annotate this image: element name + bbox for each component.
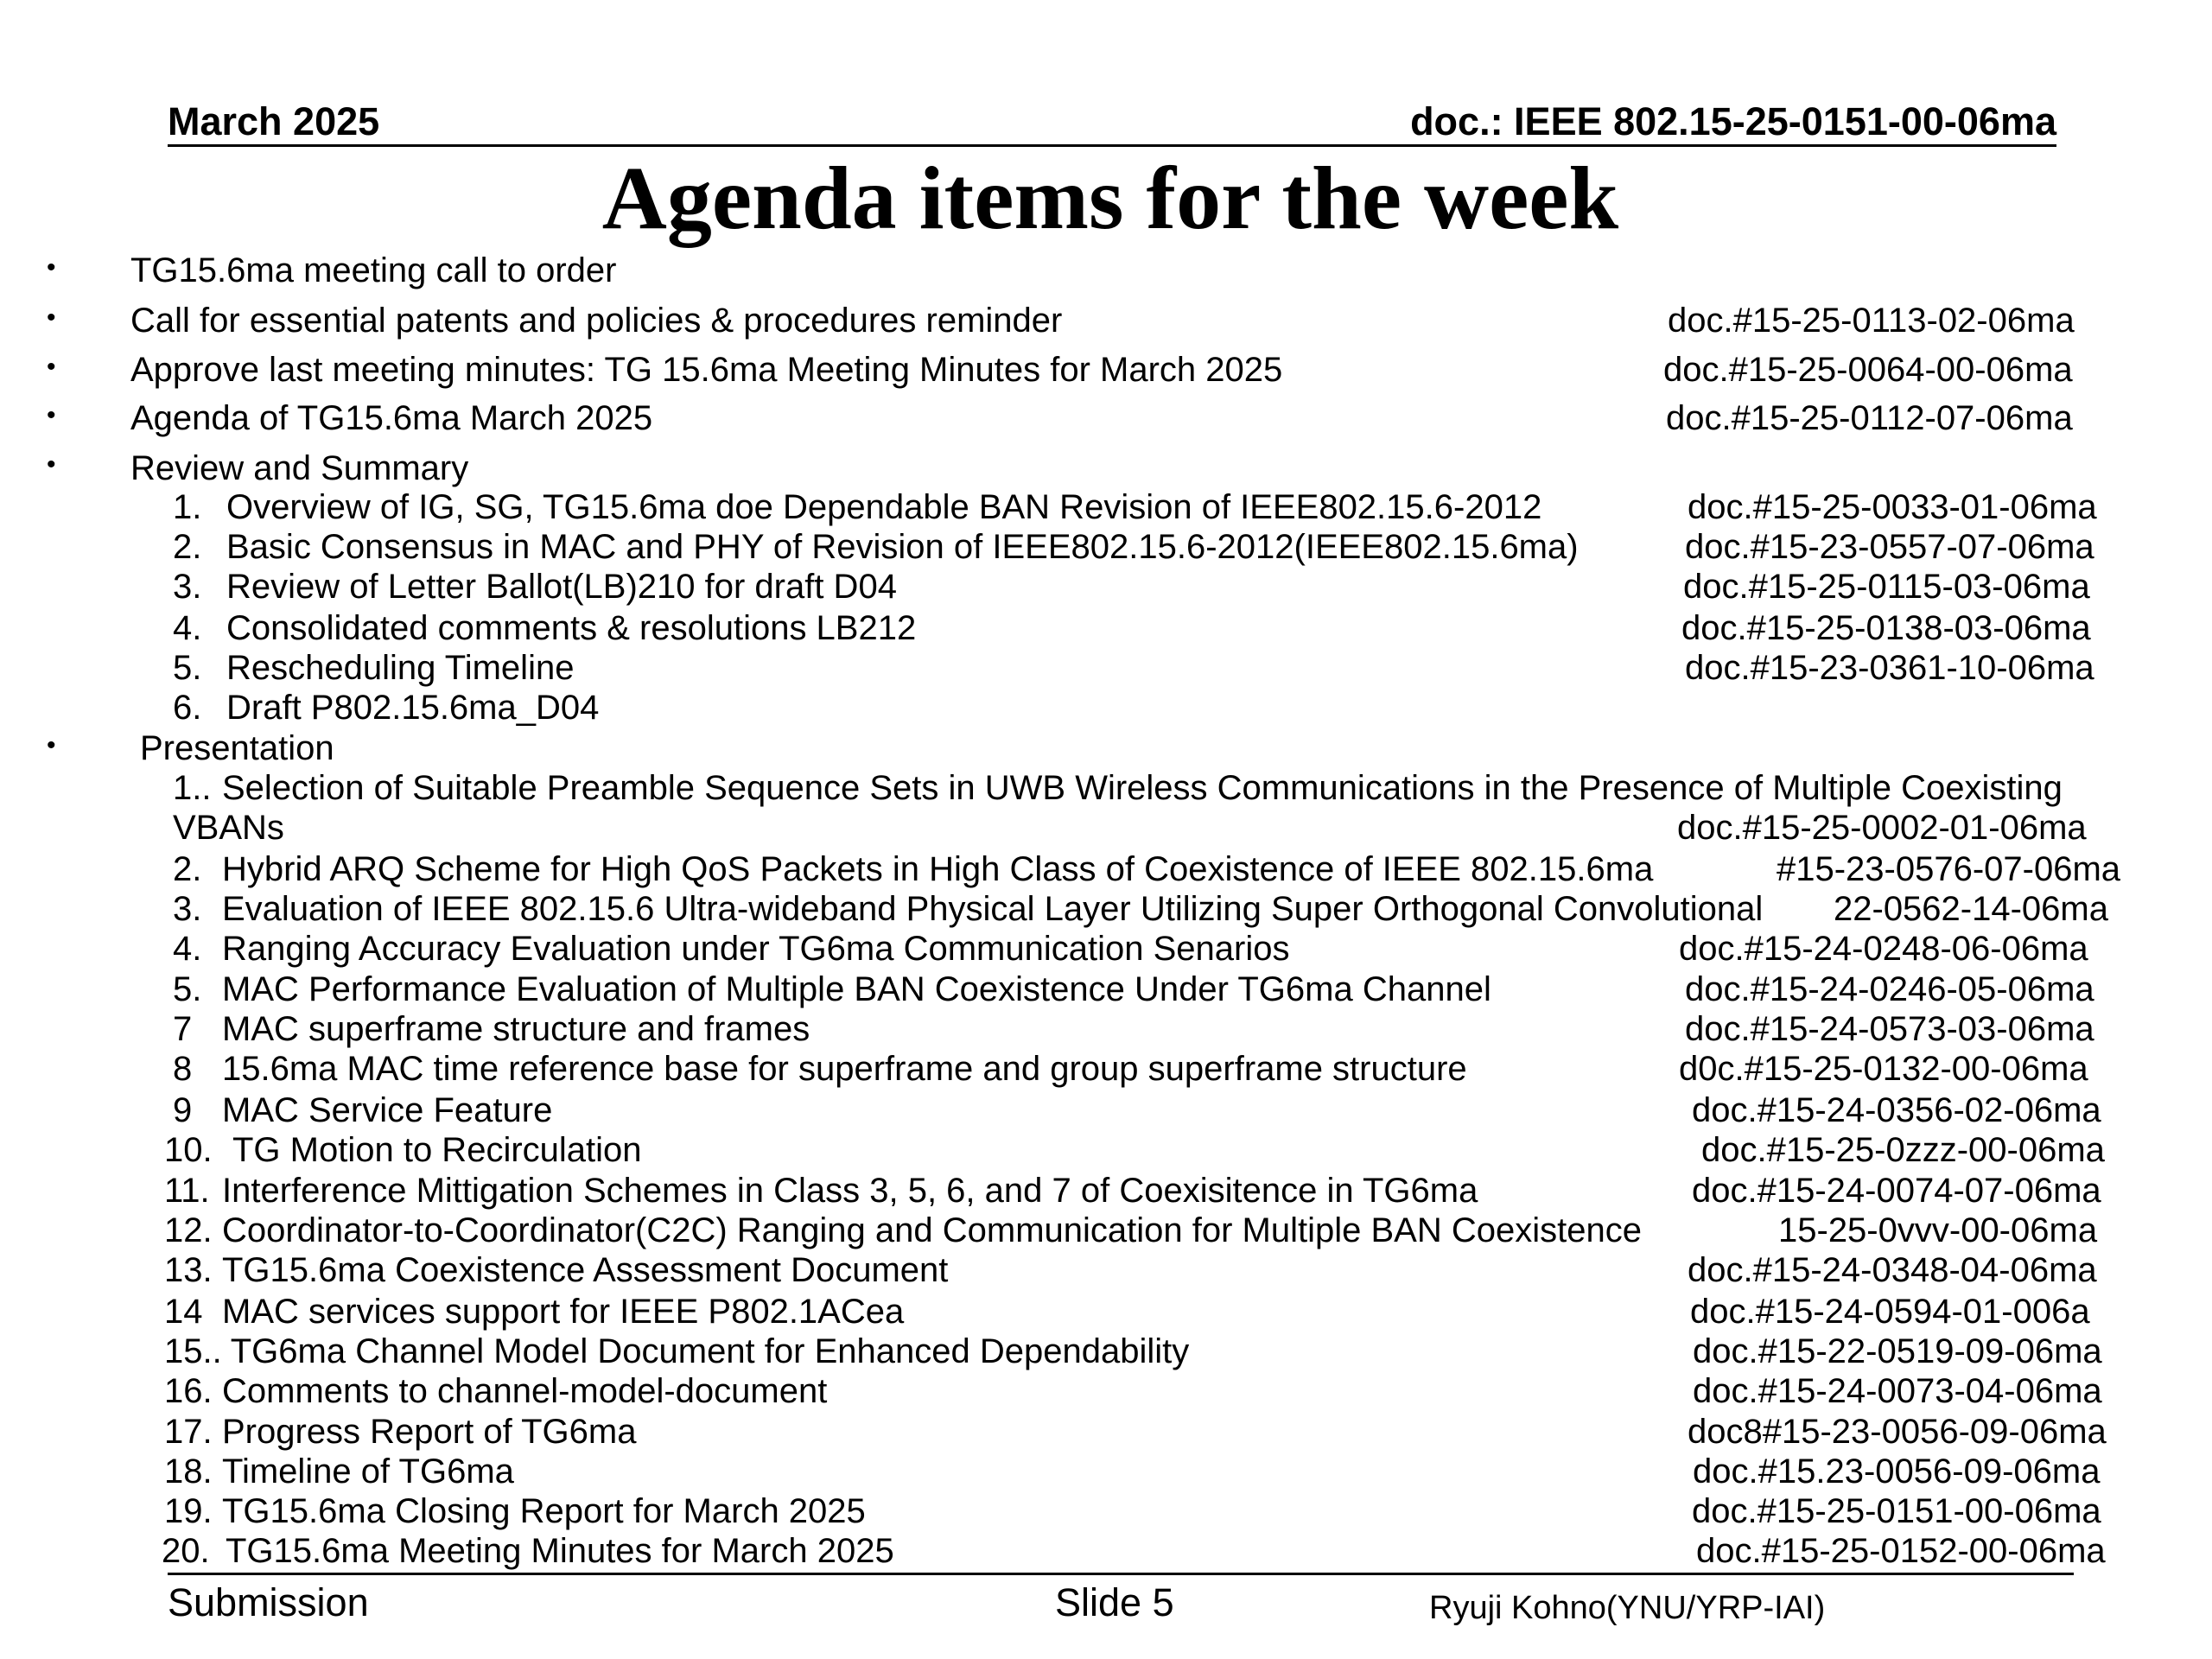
presentation-item-continued-doc: doc.#15-25-0002-01-06ma: [1677, 809, 2087, 847]
presentation-item-doc: doc.#15-24-0073-04-06ma: [1693, 1372, 2102, 1410]
footer-author: Ryuji Kohno(YNU/YRP-IAI): [1429, 1590, 1826, 1626]
presentation-item-row: [164, 1454, 2100, 1489]
review-item-doc: doc.#15-25-0033-01-06ma: [1688, 488, 2097, 526]
presentation-item-number: 10.: [164, 1131, 213, 1169]
presentation-item-continued-row: [173, 810, 2087, 845]
header-doc-id: doc.: IEEE 802.15-25-0151-00-06ma: [1410, 99, 2056, 143]
presentation-item-number: 2.: [173, 850, 202, 888]
header-rule: [168, 144, 2056, 147]
presentation-item-doc: doc.#15-24-0356-02-06ma: [1692, 1091, 2101, 1129]
agenda-item-row: [130, 353, 2073, 387]
review-item-doc: doc.#15-25-0115-03-06ma: [1683, 568, 2090, 606]
agenda-item-text: Agenda of TG15.6ma March 2025: [130, 399, 653, 437]
presentation-item-number: 13.: [164, 1251, 213, 1289]
review-item-row: [173, 651, 2094, 685]
presentation-item-text: Ranging Accuracy Evaluation under TG6ma Communication Senarios: [222, 930, 1290, 968]
presentation-item-text: TG15.6ma Coexistence Assessment Document: [222, 1251, 949, 1289]
review-item-text: Overview of IG, SG, TG15.6ma doe Dependable BAN Revision of IEEE802.15.6-2012: [226, 488, 1542, 526]
bullet-icon: •: [47, 353, 56, 381]
presentation-item-doc: doc.#15-24-0594-01-006a: [1690, 1293, 2090, 1331]
presentation-item-doc: doc.#15-25-0151-00-06ma: [1692, 1492, 2101, 1530]
review-item-text: Basic Consensus in MAC and PHY of Revision of IEEE802.15.6-2012(IEEE802.15.6ma): [226, 528, 1579, 566]
review-item-text: Review of Letter Ballot(LB)210 for draft D04: [226, 568, 897, 606]
presentation-item-doc: doc.#15.23-0056-09-06ma: [1693, 1452, 2101, 1491]
presentation-item-row: [164, 1414, 2107, 1449]
agenda-item-row: [130, 401, 2073, 435]
presentation-item-text: MAC superframe structure and frames: [222, 1010, 810, 1048]
presentation-item-number: 16.: [164, 1372, 213, 1410]
presentation-item-text: Evaluation of IEEE 802.15.6 Ultra-wideband Physical Layer Utilizing Super Orthogonal Convolutional: [222, 890, 1764, 928]
header-date: March 2025: [168, 99, 380, 143]
presentation-item-number: 14: [164, 1293, 203, 1331]
bullet-icon: •: [47, 303, 56, 332]
presentation-item-text: TG15.6ma Meeting Minutes for March 2025: [226, 1532, 894, 1570]
section-heading-review: Review and Summary: [130, 449, 469, 487]
review-item-number: 1.: [173, 488, 202, 526]
presentation-item-number: 3.: [173, 890, 202, 928]
bullet-icon: •: [47, 450, 56, 479]
presentation-item-doc: 15-25-0vvv-00-06ma: [1778, 1211, 2098, 1249]
review-item-text: Rescheduling Timeline: [226, 649, 575, 687]
presentation-item-text: Coordinator-to-Coordinator(C2C) Ranging and Communication for Multiple BAN Coexistence: [222, 1211, 1642, 1249]
review-item-text: Consolidated comments & resolutions LB212: [226, 609, 917, 647]
presentation-item-number: 7: [173, 1010, 193, 1048]
presentation-item-text: TG Motion to Recirculation: [232, 1131, 642, 1169]
agenda-item-text: TG15.6ma meeting call to order: [130, 251, 617, 289]
presentation-item-number: 12.: [164, 1211, 213, 1249]
agenda-item-doc: doc.#15-25-0064-00-06ma: [1663, 351, 2073, 389]
slide-title: Agenda items for the week: [601, 149, 1619, 248]
presentation-item-row: [164, 1253, 2097, 1287]
presentation-item-row: [173, 972, 2094, 1007]
agenda-item-text: Approve last meeting minutes: TG 15.6ma Meeting Minutes for March 2025: [130, 351, 1283, 389]
presentation-item-row: [164, 1133, 2105, 1167]
presentation-item-doc: doc.#15-24-0573-03-06ma: [1685, 1010, 2094, 1048]
presentation-item-doc: doc.#15-24-0348-04-06ma: [1688, 1251, 2097, 1289]
section-heading-presentation: Presentation: [140, 729, 334, 767]
footer-submission: Submission: [168, 1580, 369, 1624]
presentation-item-doc: doc.#15-24-0074-07-06ma: [1692, 1172, 2101, 1210]
presentation-item-text: Selection of Suitable Preamble Sequence Sets in UWB Wireless Communications in the Presence of Multiple Coexisting: [222, 769, 2063, 807]
presentation-item-number: 18.: [164, 1452, 213, 1491]
presentation-item-number: 5.: [173, 970, 202, 1008]
presentation-item-number: 9: [173, 1091, 193, 1129]
presentation-item-row: [164, 1494, 2101, 1529]
review-item-row: [173, 490, 2097, 524]
slide-number: Slide 5: [1055, 1580, 1174, 1624]
presentation-item-text: MAC Performance Evaluation of Multiple BAN Coexistence Under TG6ma Channel: [222, 970, 1491, 1008]
presentation-item-doc: doc.#15-25-0zzz-00-06ma: [1701, 1131, 2105, 1169]
presentation-item-text: Timeline of TG6ma: [222, 1452, 514, 1491]
review-item-number: 4.: [173, 609, 202, 647]
presentation-item-doc: doc.#15-24-0248-06-06ma: [1679, 930, 2088, 968]
review-item-number: 5.: [173, 649, 202, 687]
review-item-row: [173, 530, 2094, 564]
presentation-item-text: MAC services support for IEEE P802.1ACea: [222, 1293, 905, 1331]
review-item-row: [173, 690, 599, 725]
review-item-doc: doc.#15-23-0557-07-06ma: [1685, 528, 2094, 566]
presentation-item-text: Progress Report of TG6ma: [222, 1413, 637, 1451]
presentation-item-number: 17.: [164, 1413, 213, 1451]
agenda-item-doc: doc.#15-25-0113-02-06ma: [1668, 302, 2075, 340]
review-item-doc: doc.#15-25-0138-03-06ma: [1681, 609, 2091, 647]
presentation-item-doc: d0c.#15-25-0132-00-06ma: [1679, 1050, 2088, 1088]
presentation-item-row: [162, 1534, 2106, 1568]
presentation-item-row: [164, 1294, 2090, 1329]
agenda-item-row: [130, 303, 2075, 338]
presentation-item-doc: #15-23-0576-07-06ma: [1777, 850, 2121, 888]
presentation-item-text: TG15.6ma Closing Report for March 2025: [222, 1492, 866, 1530]
presentation-item-doc: doc.#15-22-0519-09-06ma: [1693, 1332, 2102, 1370]
agenda-item-text: Call for essential patents and policies & procedures reminder: [130, 302, 1063, 340]
presentation-item-row: [173, 892, 2108, 926]
presentation-item-number: 1..: [173, 769, 212, 807]
presentation-item-row: [164, 1173, 2101, 1208]
presentation-item-text: MAC Service Feature: [222, 1091, 553, 1129]
bullet-icon: •: [47, 731, 56, 760]
presentation-item-doc: doc.#15-25-0152-00-06ma: [1696, 1532, 2106, 1570]
presentation-item-doc: doc8#15-23-0056-09-06ma: [1688, 1413, 2107, 1451]
presentation-item-text: Hybrid ARQ Scheme for High QoS Packets in High Class of Coexistence of IEEE 802.15.6ma: [222, 850, 1654, 888]
presentation-item-text: Comments to channel-model-document: [222, 1372, 828, 1410]
presentation-item-text: Interference Mittigation Schemes in Class 3, 5, 6, and 7 of Coexisitence in TG6ma: [222, 1172, 1478, 1210]
presentation-item-row: [164, 1374, 2102, 1408]
presentation-item-row: [173, 1012, 2094, 1046]
review-item-number: 3.: [173, 568, 202, 606]
presentation-item-row: [173, 1052, 2088, 1086]
footer-rule: [168, 1573, 2074, 1575]
presentation-item-number: 11.: [164, 1172, 210, 1210]
presentation-item-row: [173, 931, 2088, 966]
bullet-icon: •: [47, 401, 56, 429]
agenda-item-doc: doc.#15-25-0112-07-06ma: [1666, 399, 2073, 437]
presentation-item-number: 8: [173, 1050, 193, 1088]
presentation-item-row: [173, 771, 2063, 805]
review-item-doc: doc.#15-23-0361-10-06ma: [1685, 649, 2094, 687]
review-item-text: Draft P802.15.6ma_D04: [226, 689, 600, 727]
presentation-item-doc: 22-0562-14-06ma: [1834, 890, 2108, 928]
review-item-row: [173, 611, 2091, 645]
presentation-item-row: [173, 1093, 2101, 1128]
presentation-item-doc: doc.#15-24-0246-05-06ma: [1685, 970, 2094, 1008]
presentation-item-text: 15.6ma MAC time reference base for superframe and group superframe structure: [222, 1050, 1467, 1088]
bullet-icon: •: [47, 253, 56, 282]
review-item-number: 6.: [173, 689, 202, 727]
presentation-item-row: [164, 1213, 2097, 1248]
presentation-item-continued-text: VBANs: [173, 809, 284, 847]
review-item-row: [173, 569, 2090, 604]
presentation-item-row: [164, 1334, 2102, 1369]
presentation-item-number: 20.: [162, 1532, 210, 1570]
presentation-item-number: 15..: [164, 1332, 222, 1370]
presentation-item-row: [173, 852, 2120, 887]
review-item-number: 2.: [173, 528, 202, 566]
presentation-item-number: 4.: [173, 930, 202, 968]
presentation-item-text: TG6ma Channel Model Document for Enhanced Dependability: [230, 1332, 1190, 1370]
agenda-item-row: [130, 253, 616, 288]
presentation-item-number: 19.: [164, 1492, 213, 1530]
